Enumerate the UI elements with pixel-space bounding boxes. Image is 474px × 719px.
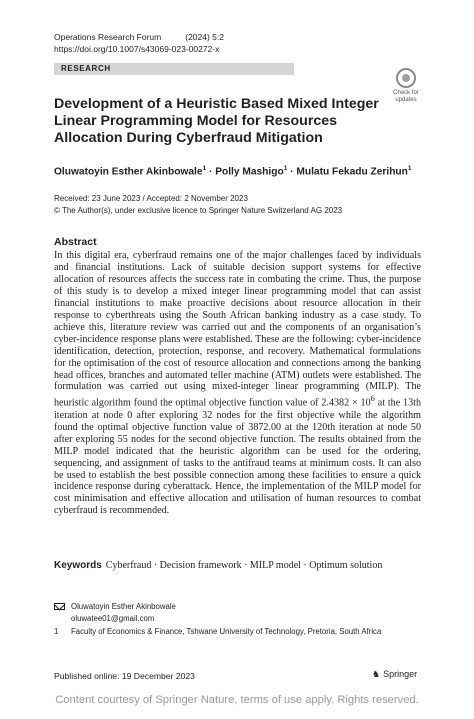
abstract-exponent: 6 xyxy=(370,394,375,404)
check-for-updates-badge[interactable] xyxy=(392,68,420,104)
corresponding-author xyxy=(54,601,176,625)
keywords-list: Cyberfraud · Decision framework · MILP model · Optimum solution xyxy=(105,560,383,571)
author-name[interactable]: Mulatu Fekadu Zerihun xyxy=(296,166,408,178)
author-affiliation-mark: 1 xyxy=(202,165,207,172)
affiliation xyxy=(54,627,381,636)
badge-line1: Check for xyxy=(393,90,419,96)
courtesy-notice: Content courtesy of Springer Nature, terms of use apply. Rights reserved. xyxy=(55,694,419,706)
journal-name: Operations Research Forum xyxy=(54,32,162,42)
author-name[interactable]: Oluwatoyin Esther Akinbowale xyxy=(54,166,203,178)
doi-link[interactable]: https://doi.org/10.1007/s43069-023-00272-x xyxy=(54,44,220,54)
springer-logo xyxy=(372,669,417,680)
author-affiliation-mark: 1 xyxy=(407,165,412,172)
springer-horse-icon: ♞ xyxy=(372,669,381,679)
journal-volume: (2024) 5:2 xyxy=(185,32,224,42)
contact-email[interactable]: oluwatee01@gmail.com xyxy=(71,614,155,623)
check-updates-icon xyxy=(396,68,416,88)
envelope-icon xyxy=(54,603,65,610)
keywords-label: Keywords xyxy=(54,560,102,571)
paper-title: Development of a Heuristic Based Mixed Integer Linear Programming Model for Resources Allocation During Cyberfraud Mitigation xyxy=(54,96,379,146)
affiliation-number: 1 xyxy=(54,627,59,636)
abstract-body xyxy=(54,250,421,517)
copyright-notice: © The Author(s), under exclusive licence to Springer Nature Switzerland AG 2023 xyxy=(54,205,343,215)
affiliation-text: Faculty of Economics & Finance, Tshwane University of Technology, Pretoria, South Africa xyxy=(71,627,382,636)
published-online: Published online: 19 December 2023 xyxy=(54,671,195,681)
abstract-text-part2: at the 13th iteration at node 0 after exploring 32 nodes for the first objective while the algorithm found the optimal objective function value of 3872.00 at the 120th iteration at node 50 after exploring 55 nodes for the second objective function. The results obtained from the MILP model indicated that the heuristic algorithm can be used for the ordering, sequencing, and assignment of tasks to the antifraud teams at minimum costs. It can also be used to establish the best possible connection among these facilities to ensure a quick incidence response during cyberattack. Hence, the implementation of the MILP model for cost minimisation and effective allocation and utilisation of human resources to combat cyberfraud is recommended. xyxy=(54,397,422,517)
publication-dates xyxy=(54,193,342,216)
contact-name: Oluwatoyin Esther Akinbowale xyxy=(71,602,176,611)
author-separator: · xyxy=(206,166,216,178)
author-affiliation-mark: 1 xyxy=(283,165,288,172)
publisher-name: Springer xyxy=(383,669,418,679)
abstract-heading: Abstract xyxy=(54,236,97,248)
section-label: RESEARCH xyxy=(54,63,294,75)
received-accepted: Received: 23 June 2023 / Accepted: 2 November 2023 xyxy=(54,194,248,203)
abstract-text-part1: In this digital era, cyberfraud remains one of the major challenges faced by individuals and financial institutions. Lack of suitable decision support systems for effective allocation of resources affects the success rate in combating the crime. Thus, the purpose of this study is to develop a mixed integer linear programming model that can assist financial institutions to make proactive decisions about resource allocation in their response to cyberthreats using the South African banking industry as a case study. To achieve this, literature review was carried out and the components of an organisation’s cyber-incidence response plans were established. These are the following: cyber-incidence identification, detection, protection, response, and recovery. Mathematical formulations for the optimisation of the cost of resource allocation and connections among the banking head offices, branches and automated teller machine (ATM) outlets were established. The formulation was carried out using mixed-integer linear programming (MILP). The heuristic algorithm found the optimal objective function value of 2.4382 × 10 xyxy=(54,250,421,409)
badge-line2: updates xyxy=(395,96,417,103)
journal-header xyxy=(54,31,224,55)
keywords xyxy=(54,560,382,571)
author-name[interactable]: Polly Mashigo xyxy=(215,166,284,178)
author-separator: · xyxy=(287,166,297,178)
author-list xyxy=(54,165,434,177)
